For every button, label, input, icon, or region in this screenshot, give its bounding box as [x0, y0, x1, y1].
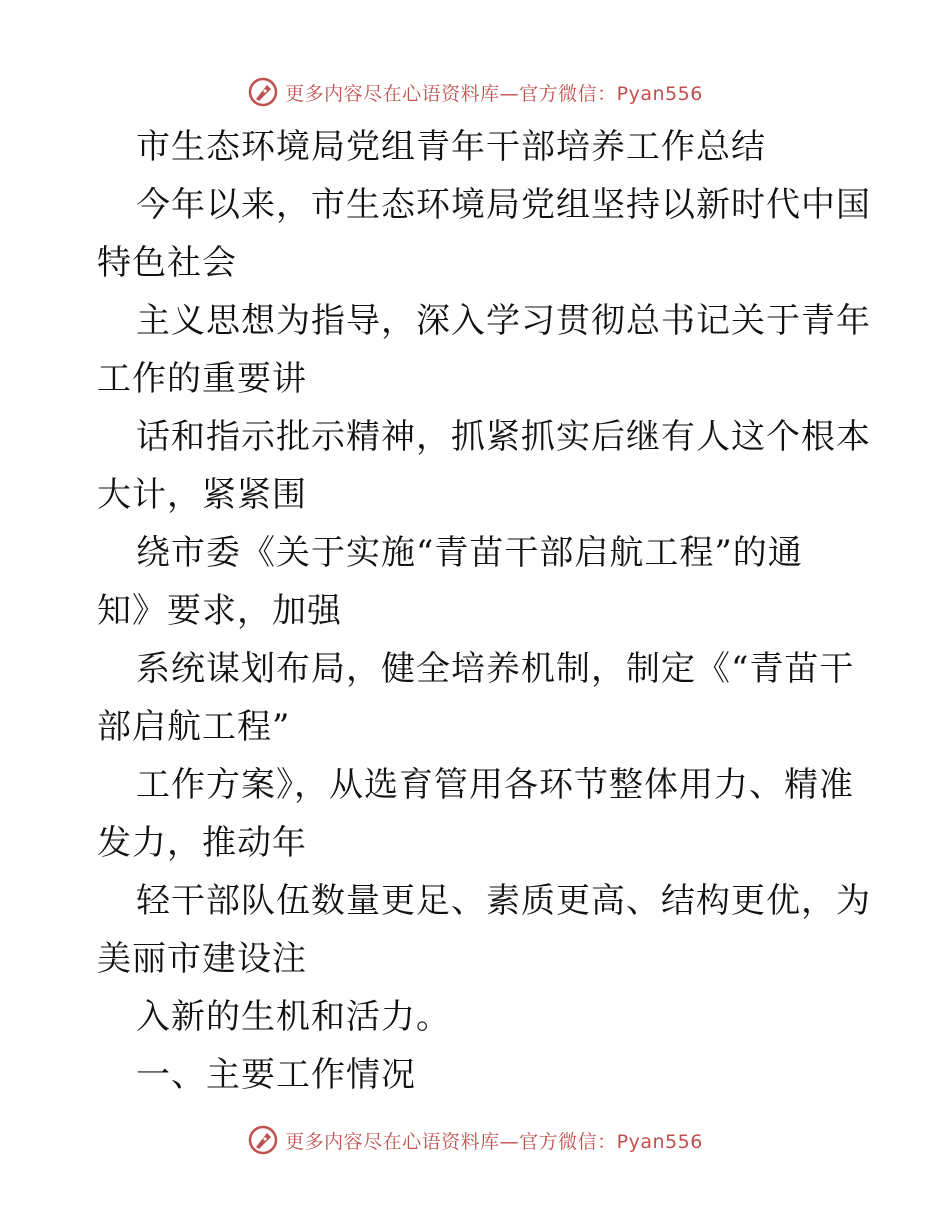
- paragraph-line: 部启航工程”: [97, 707, 291, 747]
- paragraph-line: 话和指示批示精神，抓紧抓实后继有人这个根本: [136, 417, 871, 457]
- paragraph-line: 工作的重要讲: [97, 359, 307, 399]
- pen-nib-logo-icon: [247, 1124, 279, 1156]
- watermark-text: 更多内容尽在心语资料库—官方微信：Pyan556: [285, 1130, 703, 1153]
- paragraph-line: 绕市委《关于实施“青苗干部启航工程”的通: [136, 533, 803, 573]
- document-title: 市生态环境局党组青年干部培养工作总结: [136, 127, 766, 167]
- footer-watermark: [0, 1120, 950, 1160]
- paragraph-line: 美丽市建设注: [97, 939, 307, 979]
- paragraph-line: 知》要求，加强: [97, 591, 342, 631]
- watermark-text: 更多内容尽在心语资料库—官方微信：Pyan556: [285, 82, 703, 105]
- paragraph-line: 特色社会: [97, 243, 237, 283]
- paragraph-line: 主义思想为指导，深入学习贯彻总书记关于青年: [136, 301, 871, 341]
- pen-nib-logo-icon: [247, 76, 279, 108]
- paragraph-line: 轻干部队伍数量更足、素质更高、结构更优，为: [136, 881, 871, 921]
- paragraph-line: 今年以来，市生态环境局党组坚持以新时代中国: [136, 185, 871, 225]
- paragraph-line: 系统谋划布局，健全培养机制，制定《“青苗干: [136, 649, 855, 689]
- paragraph-line: 发力，推动年: [97, 823, 307, 863]
- paragraph-line: 大计，紧紧围: [97, 475, 307, 515]
- paragraph-line: 工作方案》，从选育管用各环节整体用力、精准: [136, 765, 854, 805]
- paragraph-line: 入新的生机和活力。: [136, 997, 451, 1037]
- section-heading: 一、主要工作情况: [136, 1055, 416, 1095]
- header-watermark: [0, 72, 950, 112]
